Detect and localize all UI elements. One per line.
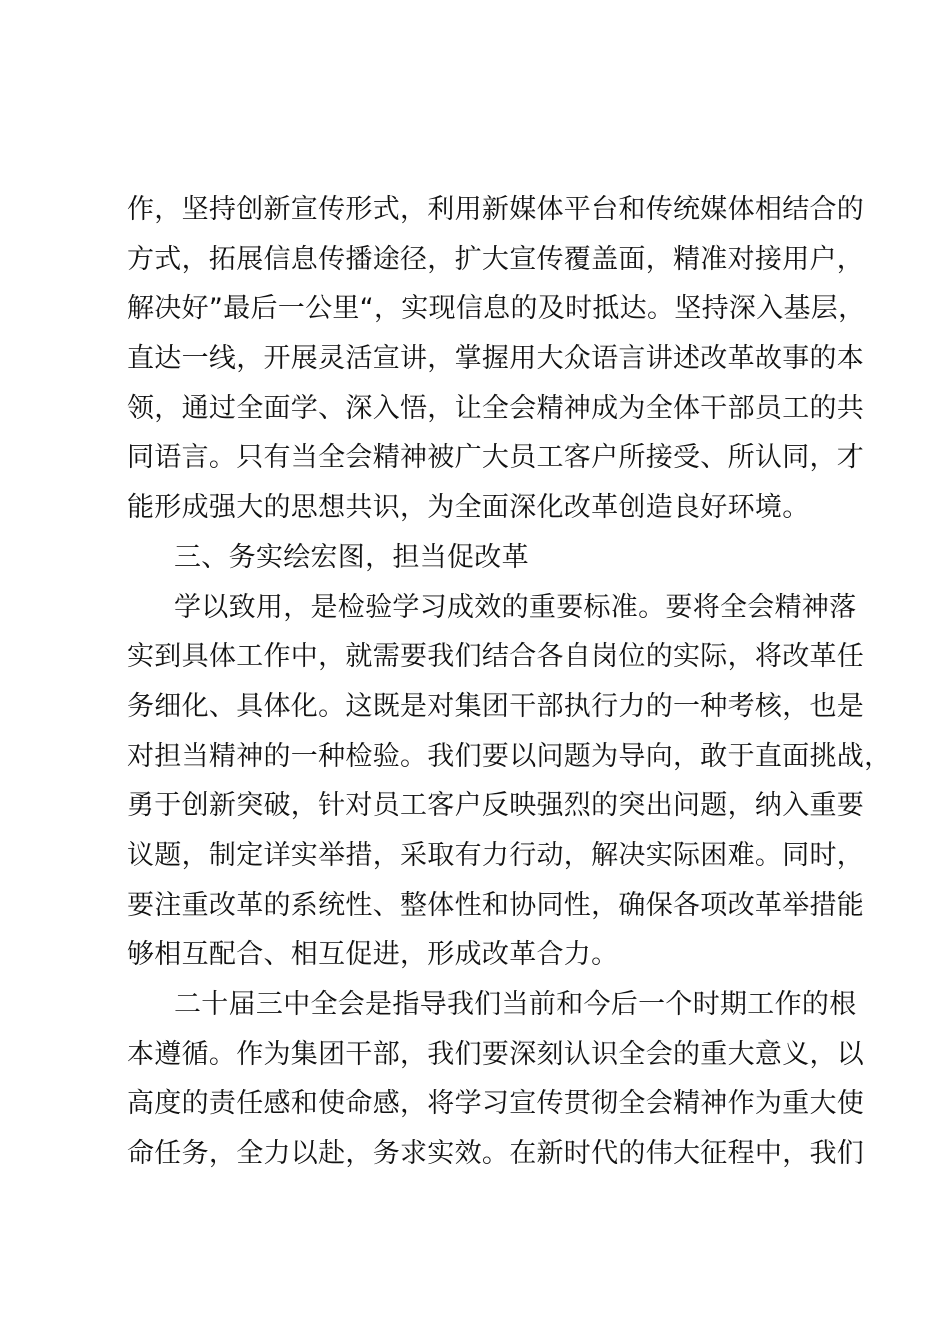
- paragraph-start-line: 二十届三中全会是指导我们当前和今后一个时期工作的根: [174, 989, 857, 1020]
- text-line: 勇于创新突破，针对员工客户反映强烈的突出问题，纳入重要: [127, 790, 865, 822]
- text-line: 领，通过全面学、深入悟，让全会精神成为全体干部员工的共: [127, 392, 865, 424]
- text-line: 能形成强大的思想共识，为全面深化改革创造良好环境。: [127, 492, 810, 524]
- text-line: 解决好”最后一公里“，实现信息的及时抵达。坚持深入基层，: [127, 293, 866, 325]
- text-line: 高度的责任感和使命感，将学习宣传贯彻全会精神作为重大使: [127, 1088, 865, 1120]
- text-line: 命任务，全力以赴，务求实效。在新时代的伟大征程中，我们: [127, 1138, 865, 1170]
- section-heading: 三、务实绘宏图，担当促改革: [174, 541, 529, 573]
- text-line: 直达一线，开展灵活宣讲，掌握用大众语言讲述改革故事的本: [127, 343, 865, 375]
- text-line: 够相互配合、相互促进，形成改革合力。: [127, 939, 619, 971]
- text-line: 同语言。只有当全会精神被广大员工客户所接受、所认同，才: [127, 442, 865, 474]
- text-line: 实到具体工作中，就需要我们结合各自岗位的实际，将改革任: [127, 641, 865, 673]
- paragraph-start-line: 学以致用，是检验学习成效的重要标准。要将全会精神落: [174, 591, 857, 623]
- text-line: 本遵循。作为集团干部，我们要深刻认识全会的重大意义，以: [127, 1038, 865, 1070]
- text-line: 对担当精神的一种检验。我们要以问题为导向，敢于直面挑战，: [127, 740, 892, 772]
- text-line: 议题，制定详实举措，采取有力行动，解决实际困难。同时，: [127, 839, 865, 871]
- text-line: 方式，拓展信息传播途径，扩大宣传覆盖面，精准对接用户，: [127, 243, 865, 275]
- text-line: 要注重改革的系统性、整体性和协同性，确保各项改革举措能: [127, 889, 865, 921]
- document-body: [127, 185, 892, 1179]
- text-line: 务细化、具体化。这既是对集团干部执行力的一种考核，也是: [127, 690, 865, 722]
- text-line: 作，坚持创新宣传形式，利用新媒体平台和传统媒体相结合的: [127, 194, 865, 225]
